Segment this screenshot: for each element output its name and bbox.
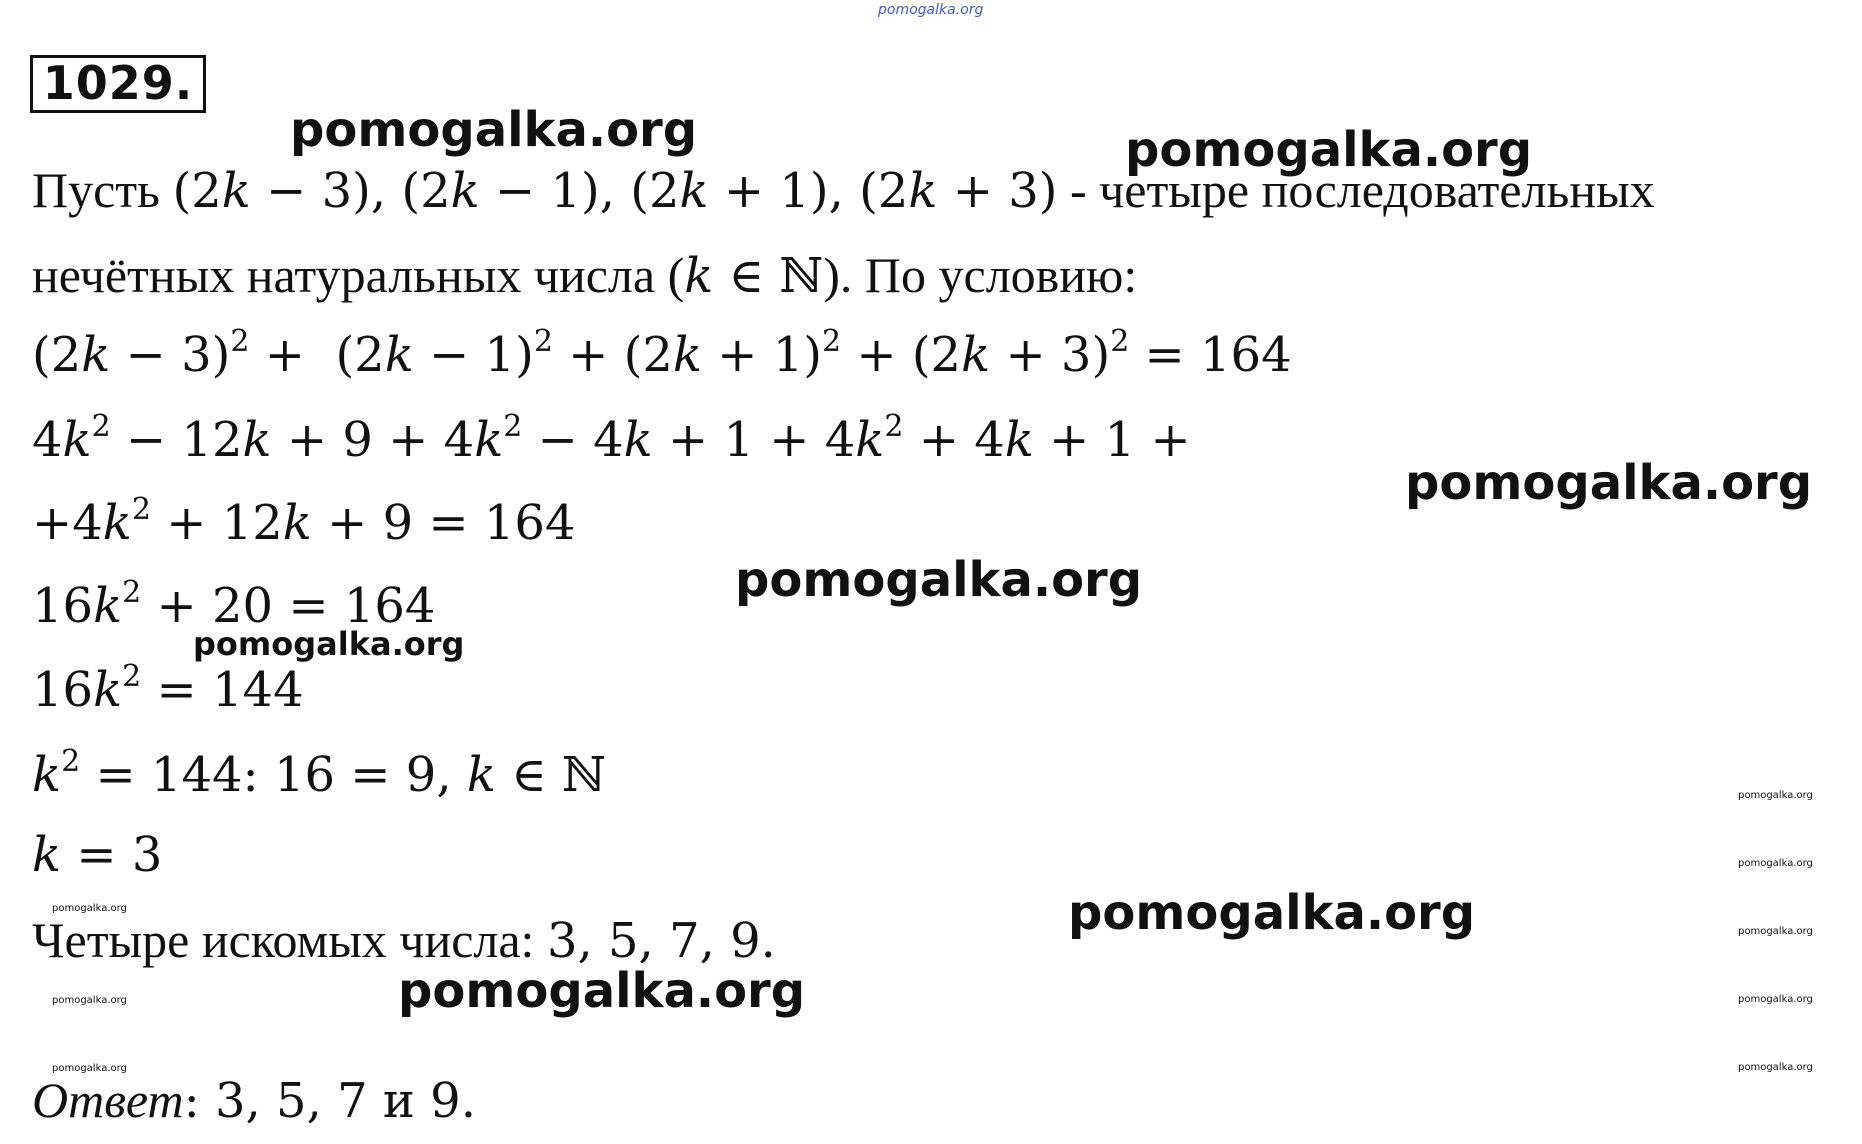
conclusion-text: Четыре искомых числа: xyxy=(32,912,547,968)
watermark-7: pomogalka.org xyxy=(398,963,806,1019)
answer-line xyxy=(32,1070,476,1131)
watermark-2: pomogalka.org xyxy=(1125,122,1533,178)
equation-line-3: $+4k^2 + 12k + 9 = 164$ xyxy=(32,492,576,551)
equation-line-6: $k^2 = 144$: 16 = 9, k ∈ ℕ xyxy=(32,744,606,803)
watermark-tiny-7: pomogalka.org xyxy=(52,995,127,1006)
problem-number: 1029. xyxy=(30,55,206,113)
statement-text: Пусть xyxy=(32,162,160,218)
statement-tail: - четыре последовательных xyxy=(1069,162,1655,218)
watermark-tiny-2: pomogalka.org xyxy=(1738,858,1813,869)
watermark-tiny-1: pomogalka.org xyxy=(1738,790,1813,801)
watermark-4: pomogalka.org xyxy=(735,552,1143,608)
equation-line-4: $16k^2 + 20 = 164$ xyxy=(32,575,436,634)
conclusion-values: 3, 5, 7, 9. xyxy=(546,913,776,969)
statement-line-2 xyxy=(32,245,1137,306)
answer-label: Ответ xyxy=(32,1072,184,1128)
watermark-top: pomogalka.org xyxy=(878,2,984,18)
watermark-tiny-3: pomogalka.org xyxy=(1738,926,1813,937)
natural-condition: k ∈ ℕ xyxy=(684,248,824,304)
watermark-tiny-8: pomogalka.org xyxy=(52,1063,127,1074)
equation-line-2: $4k^2 - 12k + 9 + 4k^2 - 4k + 1 + 4k^2 + 4k + 1$ + xyxy=(32,409,1191,468)
conclusion-line xyxy=(32,910,776,971)
equation-line-5: $16k^2 = 144$ xyxy=(32,659,304,718)
watermark-3: pomogalka.org xyxy=(1405,455,1813,511)
statement-tail-2: ). По условию: xyxy=(823,247,1138,303)
watermark-5: pomogalka.org xyxy=(193,625,465,663)
numbers-expression: (2k − 3), (2k − 1), (2k + 1), (2k + 3) xyxy=(172,163,1058,219)
watermark-1: pomogalka.org xyxy=(290,102,698,158)
equation-line-1: $(2k - 3)^2 + (2k - 1)^2 + (2k + 1)^2 + (2k + 3)^2 = 164$ xyxy=(32,324,1292,383)
equation-line-7: k = 3 xyxy=(32,827,163,883)
watermark-tiny-4: pomogalka.org xyxy=(1738,994,1813,1005)
watermark-tiny-5: pomogalka.org xyxy=(1738,1062,1813,1073)
answer-value: : 3, 5, 7 и 9. xyxy=(183,1073,476,1129)
statement-text-2: нечётных натуральных числа ( xyxy=(32,247,685,303)
watermark-tiny-6: pomogalka.org xyxy=(52,903,127,914)
watermark-6: pomogalka.org xyxy=(1068,885,1476,941)
